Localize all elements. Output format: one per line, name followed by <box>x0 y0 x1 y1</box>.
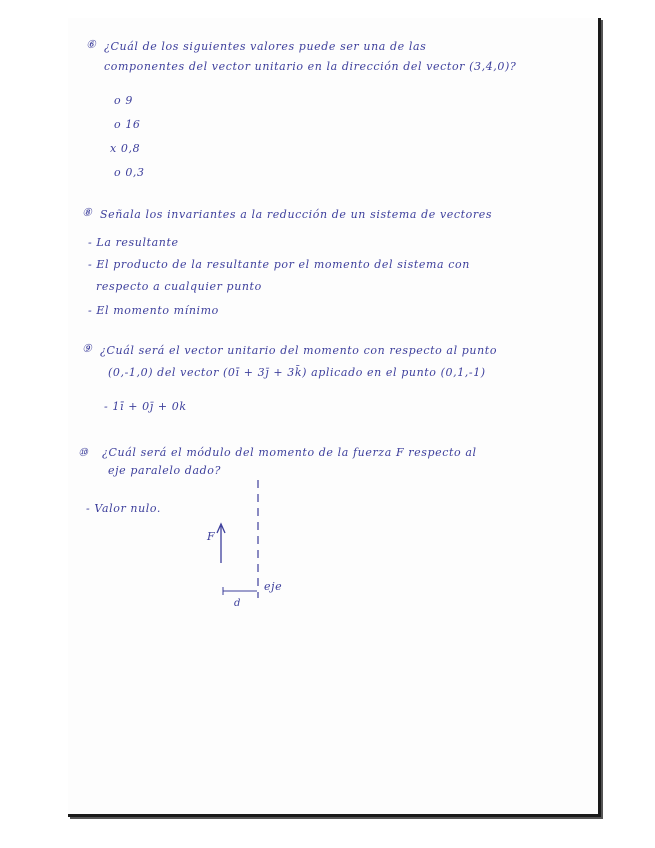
distance-label: d <box>234 598 242 609</box>
q6-option-1: o 9 <box>114 94 133 107</box>
q10-answer: - Valor nulo. <box>86 502 162 515</box>
q8-answer-3: respecto a cualquier punto <box>96 280 262 293</box>
q6-option-2: o 16 <box>114 118 141 131</box>
q9-number: ⑨ <box>82 342 93 355</box>
q9-line2: (0,-1,0) del vector (0ī + 3j̄ + 3k̄) aplicado en el punto (0,1,-1) <box>108 366 486 379</box>
q8-number: ⑧ <box>82 206 93 219</box>
force-axis-diagram <box>68 18 598 814</box>
q10-number: ⑩ <box>78 446 89 459</box>
q8-answer-4: - El momento mínimo <box>88 304 219 317</box>
q6-option-4: o 0,3 <box>114 166 145 179</box>
q9-line1: ¿Cuál será el vector unitario del momento con respecto al punto <box>100 344 498 357</box>
q10-line2: eje paralelo dado? <box>108 464 221 477</box>
q6-option-3: x 0,8 <box>110 142 141 155</box>
q6-line2: componentes del vector unitario en la dirección del vector (3,4,0)? <box>104 60 517 73</box>
force-label: F <box>207 530 216 543</box>
q6-line1: ¿Cuál de los siguientes valores puede ser una de las <box>104 40 427 53</box>
q8-answer-1: - La resultante <box>88 236 179 249</box>
notebook-page <box>68 18 601 817</box>
q8-line1: Señala los invariantes a la reducción de un sistema de vectores <box>100 208 493 221</box>
q10-line1: ¿Cuál será el módulo del momento de la fuerza F respecto al <box>102 446 477 459</box>
q6-number: ⑥ <box>86 38 97 51</box>
axis-label: eje <box>264 580 283 593</box>
q9-answer: - 1ī + 0j̄ + 0k <box>104 400 187 413</box>
q8-answer-2: - El producto de la resultante por el momento del sistema con <box>88 258 470 271</box>
